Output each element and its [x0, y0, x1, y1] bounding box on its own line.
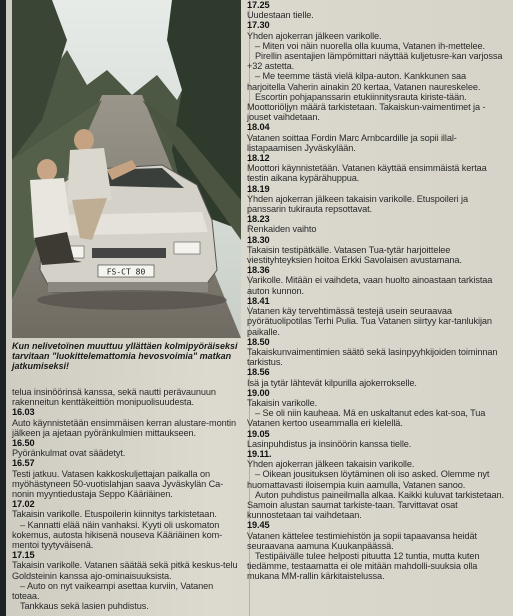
timestamp-heading: 19.00: [247, 387, 270, 398]
paragraph: – Se oli niin kauheaa. Mä en uskaltanut edes kat-soa, Tua Vatanen kertoo useammalla eri kielellä.: [247, 408, 486, 429]
timestamp-heading: 19.11.: [247, 448, 272, 459]
paragraph: Takaisin varikolle. Etuspoilerin kiinnitys tarkistetaan.: [12, 509, 217, 520]
paragraph: Auton puhdistus paineilmalla alkaa. Kaikki kuluvat tarkistetaan. Samoin alustan saumat tarkiste-taan. Tarvittavat osat kunnostetaan tai vaihdetaan.: [247, 489, 504, 521]
paragraph: – Oikean jousituksen löytäminen oli iso asked. Olemme nyt huomattavasti iloisempia kuin aamulla, Vatanen sanoo.: [247, 469, 490, 490]
timestamp-heading: 18.56: [247, 367, 270, 378]
paragraph: Takaisin testipätkälle. Vatasen Tua-tytär harjoittelee viestityhteyksien hoitoa Erkki Savolaisen avustamana.: [247, 244, 462, 266]
timestamp-heading: 16.57: [12, 458, 35, 469]
paragraph: – Me teemme tästä vielä kilpa-auton. Kankkunen saa harjoitella Vaherin ainakin 20 kertaa, Vatanen naureskelee.: [247, 71, 481, 92]
paragraph: Vatanen käy tervehtimässä testejä usein seuraavaa pyörätuolipotilas Terhi Pulia. Tua Vatanen siirtyy kar-tanlukijan paikalle.: [247, 306, 492, 337]
timestamp-heading: 17.02: [12, 499, 35, 510]
timestamp-heading: 16.03: [12, 407, 35, 418]
paragraph: – Auto on nyt vaikeampi asettaa kurviin, Vatanen toteaa.: [12, 580, 214, 602]
right-article-column: [247, 0, 505, 582]
paragraph: Yhden ajokerran jälkeen varikolle.: [247, 30, 382, 41]
paragraph: Lasinpuhdistus ja insinöörin kanssa tielle.: [247, 438, 412, 449]
paragraph: Yhden ajokerran jälkeen takaisin varikolle.: [247, 459, 415, 470]
timestamp-heading: 18.50: [247, 336, 270, 347]
paragraph: Takaisin varikolle. Vatanen säätää sekä pitkä keskus-telu Goldsteinin kanssa ajo-ominaisuuksista.: [12, 560, 238, 581]
timestamp-heading: 18.36: [247, 265, 270, 276]
paragraph: Pyöränkulmat ovat säädetyt.: [12, 448, 126, 459]
timestamp-heading: 19.45: [247, 520, 270, 531]
timestamp-heading: 16.50: [12, 438, 35, 449]
timestamp-heading: 17.30: [247, 20, 270, 31]
paragraph: Takaiskunvaimentimien säätö sekä lasinpyyhkijoiden toiminnan tarkistus.: [247, 346, 498, 368]
photo-caption: Kun nelivetoïnen muuttuu yllättäen kolmipyöräiseksi tarvitaan "luokittelemattomia hevosvoimia" matkan jatkumiseksi!: [12, 341, 238, 371]
paragraph: Yhden ajokerran jälkeen takaisin varikolle. Etuspoileri ja panssarin tukirauta repsottavat.: [247, 193, 468, 215]
rally-photo-illustration: [12, 0, 241, 338]
paragraph: Varikolle. Mitään ei vaihdeta, vaan huolto ainoastaan tarkistaa auton kunnon.: [247, 275, 493, 296]
paragraph: Vatanen kättelee testimiehistön ja sopii tapaavansa heidät seuraavana aamuna Kuukanpäässä.: [247, 530, 477, 551]
timestamp-heading: 17.15: [12, 550, 35, 561]
paragraph: Auto käynnistetään ensimmäisen kerran alustare-montin jälkeen ja ajetaan pyöränkulmien mittaukseen.: [12, 417, 236, 438]
timestamp-heading: 18.23: [247, 214, 270, 225]
timestamp-heading: 17.25: [247, 0, 270, 10]
paragraph: Testipäivälle tulee helposti pituutta 12 tuntia, mutta kuten tiedämme, testaamatta ei ole mitään mahdolli-suuksia olla mukana MM-rallin kärkitaistelussa.: [247, 550, 480, 582]
paragraph: Moottori käynnistetään. Vatanen käyttää ensimmäistä kertaa testin aikana kypärähuppua.: [247, 163, 487, 184]
paragraph: telua insinöörinsä kanssa, sekä nautti perävaunuun rakenneitun kenttäkeittiön monipuolisuudesta.: [12, 387, 216, 408]
paragraph: Uudestaan tielle.: [247, 10, 314, 21]
paragraph: Renkaiden vaihto: [247, 224, 317, 235]
paragraph: – Kannatti elää näin vanhaksi. Kyyti oli uskomaton kokemus, autosta hikisenä nouseva Kääriäinen kom-mentoi tyytyväisenä.: [12, 519, 223, 551]
timestamp-heading: 18.12: [247, 153, 270, 164]
rally-photo: [12, 0, 241, 338]
timestamp-heading: 18.41: [247, 295, 270, 306]
timestamp-heading: 19.05: [247, 428, 270, 439]
paragraph: – Miten voi näin nuorella olla kuuma, Vatanen ih-mettelee.: [255, 40, 485, 51]
paragraph: Pirellin asentajien lämpömittari näyttää kuljetusre-kan varjossa +32 astetta.: [247, 51, 503, 72]
paragraph: Vatanen soittaa Fordin Marc Arnbcardille ja sopii illal-listapaamisen Jyväskylään.: [247, 132, 457, 153]
paragraph: Testi jatkuu. Vatasen kakkoskuljettajan paikalla on myöhästyneen 50-vuotislahjan saava Jyväskylän Ca-nonin myyntiedustaja Seppo Kääriäinen.: [12, 468, 224, 500]
license-plate: FS-CT 80: [106, 267, 146, 277]
left-article-column: [12, 387, 243, 611]
timestamp-heading: 18.19: [247, 183, 270, 194]
paragraph: Takaisin varikolle.: [247, 397, 318, 408]
timestamp-heading: 18.04: [247, 122, 270, 133]
timestamp-heading: 18.30: [247, 234, 270, 245]
paragraph: Tankkaus sekä lasien puhdistus.: [20, 601, 149, 612]
paragraph: Isä ja tytär lähtevät kilpurilla ajokerrokselle.: [247, 377, 417, 388]
paragraph: Escortin pohjapanssarin etukiinnitysrauta kiriste-tään. Moottoriöljyn määrä tarkistetaan. Takaiskun-vaimentimet ja -jouset vaihdetaan.: [247, 91, 486, 123]
